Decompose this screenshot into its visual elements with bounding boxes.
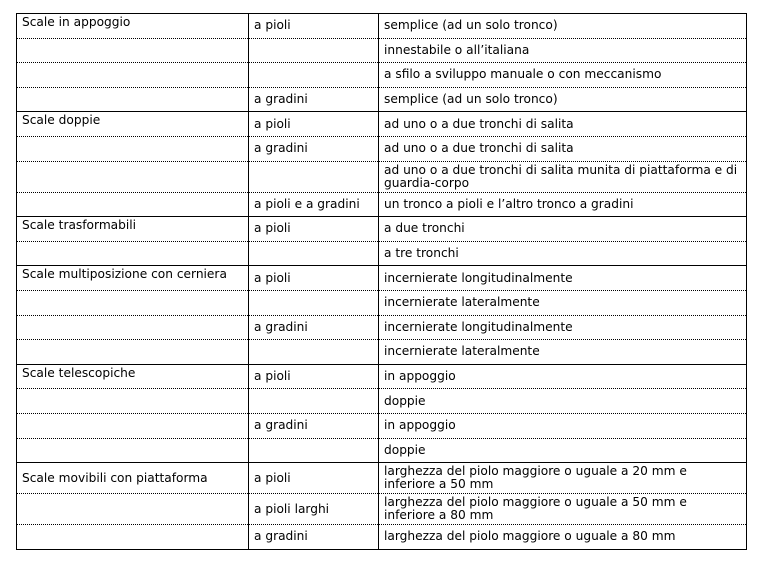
table-row	[17, 494, 747, 525]
table-row	[17, 438, 747, 463]
category-cell	[17, 63, 249, 88]
category-cell: Scale multiposizione con cerniera	[17, 266, 249, 291]
detail-cell: incernierate lateralmente	[379, 290, 747, 315]
table-row	[17, 112, 747, 137]
detail-cell: in appoggio	[379, 413, 747, 438]
detail-cell: doppie	[379, 389, 747, 414]
detail-cell: semplice (ad un solo tronco)	[379, 87, 747, 112]
table-row	[17, 63, 747, 88]
rung-cell: a pioli	[249, 14, 379, 39]
detail-cell: larghezza del piolo maggiore o uguale a 80 mm	[379, 525, 747, 550]
table-row	[17, 290, 747, 315]
rung-cell: a gradini	[249, 315, 379, 340]
table-row	[17, 389, 747, 414]
rung-cell	[249, 438, 379, 463]
detail-cell: ad uno o a due tronchi di salita munita di piattaforma e di guardia-corpo	[379, 161, 747, 192]
detail-cell: un tronco a pioli e l’altro tronco a gradini	[379, 192, 747, 217]
table-row	[17, 315, 747, 340]
category-cell	[17, 290, 249, 315]
table-row	[17, 241, 747, 266]
table-row	[17, 525, 747, 550]
category-cell	[17, 136, 249, 161]
category-cell: Scale movibili con piattaforma	[17, 463, 249, 494]
detail-cell: larghezza del piolo maggiore o uguale a 20 mm e inferiore a 50 mm	[379, 463, 747, 494]
rung-cell	[249, 38, 379, 63]
rung-cell: a gradini	[249, 413, 379, 438]
table-row	[17, 87, 747, 112]
detail-cell: incernierate lateralmente	[379, 340, 747, 365]
detail-cell: incernierate longitudinalmente	[379, 266, 747, 291]
detail-cell: ad uno o a due tronchi di salita	[379, 136, 747, 161]
table-row	[17, 463, 747, 494]
table-row	[17, 38, 747, 63]
category-cell	[17, 389, 249, 414]
category-cell: Scale doppie	[17, 112, 249, 137]
detail-cell: innestabile o all’italiana	[379, 38, 747, 63]
rung-cell: a gradini	[249, 525, 379, 550]
rung-cell	[249, 389, 379, 414]
category-cell: Scale telescopiche	[17, 364, 249, 389]
category-cell	[17, 38, 249, 63]
table-row	[17, 340, 747, 365]
category-cell	[17, 192, 249, 217]
detail-cell: a sfilo a sviluppo manuale o con meccanismo	[379, 63, 747, 88]
ladder-classification-table	[16, 13, 747, 550]
category-cell	[17, 315, 249, 340]
category-cell	[17, 241, 249, 266]
detail-cell: doppie	[379, 438, 747, 463]
rung-cell	[249, 161, 379, 192]
detail-cell: ad uno o a due tronchi di salita	[379, 112, 747, 137]
detail-cell: incernierate longitudinalmente	[379, 315, 747, 340]
rung-cell	[249, 241, 379, 266]
category-cell: Scale in appoggio	[17, 14, 249, 39]
rung-cell: a pioli	[249, 266, 379, 291]
table-row	[17, 413, 747, 438]
rung-cell	[249, 290, 379, 315]
rung-cell	[249, 340, 379, 365]
rung-cell: a gradini	[249, 87, 379, 112]
rung-cell: a pioli e a gradini	[249, 192, 379, 217]
detail-cell: semplice (ad un solo tronco)	[379, 14, 747, 39]
detail-cell: a due tronchi	[379, 217, 747, 242]
table-row	[17, 14, 747, 39]
rung-cell: a pioli larghi	[249, 494, 379, 525]
rung-cell: a pioli	[249, 112, 379, 137]
category-cell	[17, 525, 249, 550]
detail-cell: a tre tronchi	[379, 241, 747, 266]
rung-cell: a pioli	[249, 364, 379, 389]
detail-cell: in appoggio	[379, 364, 747, 389]
category-cell	[17, 340, 249, 365]
category-cell: Scale trasformabili	[17, 217, 249, 242]
category-cell	[17, 413, 249, 438]
category-cell	[17, 438, 249, 463]
table-row	[17, 161, 747, 192]
rung-cell	[249, 63, 379, 88]
category-cell	[17, 161, 249, 192]
table-row	[17, 136, 747, 161]
table-row	[17, 266, 747, 291]
category-cell	[17, 494, 249, 525]
rung-cell: a pioli	[249, 463, 379, 494]
table-row	[17, 192, 747, 217]
table-row	[17, 364, 747, 389]
rung-cell: a pioli	[249, 217, 379, 242]
detail-cell: larghezza del piolo maggiore o uguale a 50 mm e inferiore a 80 mm	[379, 494, 747, 525]
rung-cell: a gradini	[249, 136, 379, 161]
table-row	[17, 217, 747, 242]
category-cell	[17, 87, 249, 112]
